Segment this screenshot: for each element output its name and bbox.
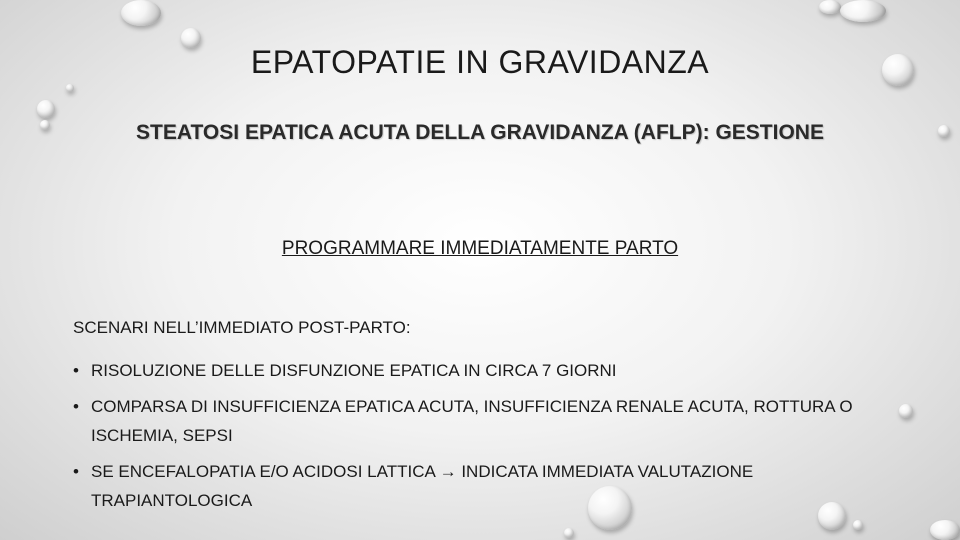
list-item: [73, 392, 853, 450]
bullet-icon: •: [73, 361, 79, 380]
water-drop-decoration: [853, 520, 863, 530]
water-drop-decoration: [121, 0, 161, 26]
list-item-text: SE ENCEFALOPATIA E/O ACIDOSI LATTICA → INDICATA IMMEDIATA VALUTAZIONE TRAPIANTOLOGICA: [91, 462, 754, 510]
water-drop-decoration: [66, 84, 74, 92]
water-drop-decoration: [840, 0, 886, 22]
slide-title: EPATOPATIE IN GRAVIDANZA: [250, 44, 710, 80]
water-drop-decoration: [819, 0, 841, 14]
water-drop-decoration: [930, 520, 960, 540]
water-drop-decoration: [938, 125, 950, 137]
water-drop-decoration: [40, 120, 50, 130]
water-drop-decoration: [37, 100, 55, 118]
bullet-icon: •: [73, 462, 79, 481]
list-item-text: COMPARSA DI INSUFFICIENZA EPATICA ACUTA, INSUFFICIENZA RENALE ACUTA, ROTTURA O ISCHEMIA, SEPSI: [91, 397, 853, 445]
water-drop-decoration: [564, 528, 574, 538]
list-item: [73, 457, 853, 515]
list-item-text: RISOLUZIONE DELLE DISFUNZIONE EPATICA IN CIRCA 7 GIORNI: [91, 361, 617, 380]
scenarios-heading: SCENARI NELL’IMMEDIATO POST-PARTO:: [73, 318, 411, 337]
bullet-icon: •: [73, 397, 79, 416]
scenario-list: [73, 356, 853, 522]
emphasis-heading: PROGRAMMARE IMMEDIATAMENTE PARTO: [281, 238, 679, 259]
water-drop-decoration: [899, 404, 913, 418]
list-item: [73, 356, 853, 385]
slide-subtitle: STEATOSI EPATICA ACUTA DELLA GRAVIDANZA (AFLP): GESTIONE: [136, 121, 824, 144]
